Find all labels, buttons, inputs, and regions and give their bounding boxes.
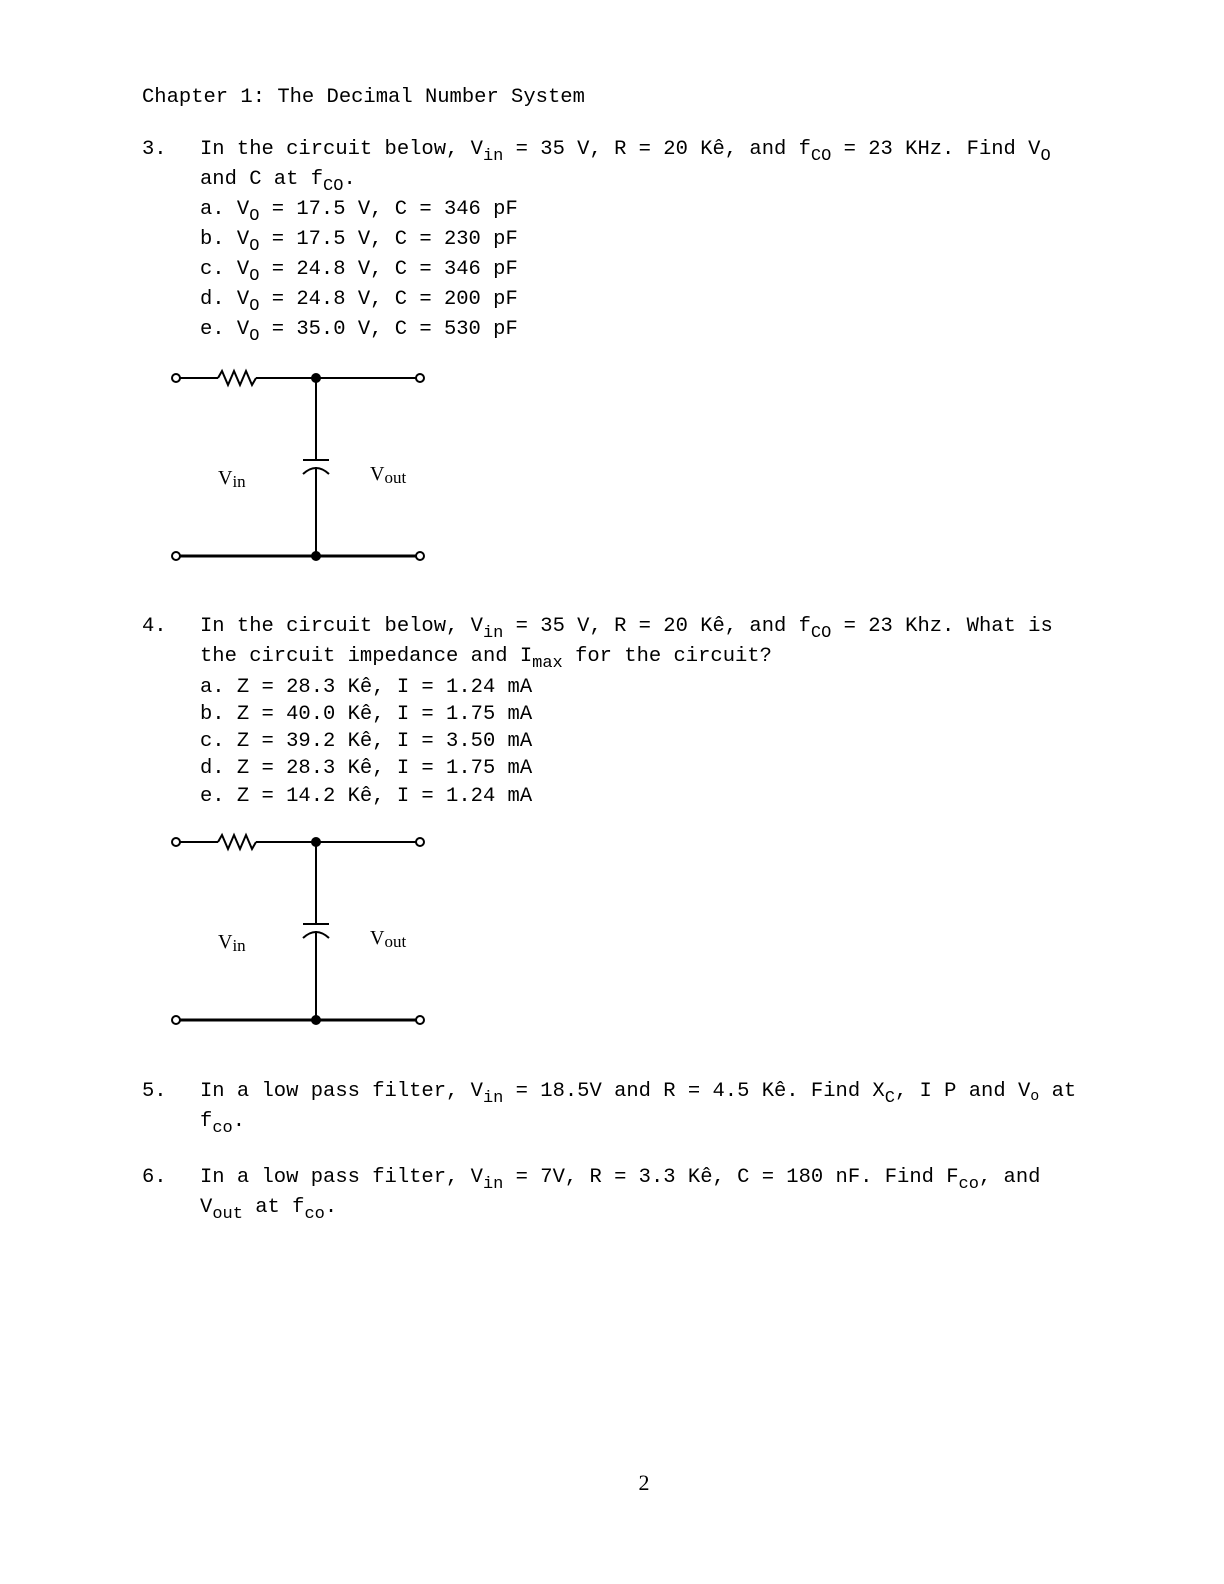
output-terminal-top <box>416 838 424 846</box>
output-terminal-bottom <box>416 552 424 560</box>
vout-label: Vout <box>370 463 407 487</box>
junction-dot <box>311 837 321 847</box>
input-terminal-bottom <box>172 552 180 560</box>
question-text-line-1: In a low pass filter, $V_{in} = 7V$, R = 3.3 Kê, C = 180 nF. Find $F_{co}$, and <box>200 1166 1041 1194</box>
question-text-line-2: $f_{co}$. <box>200 1110 246 1138</box>
output-terminal-top <box>416 374 424 382</box>
question-text-line-2: $V_{out}$ at $f_{co}$. <box>200 1196 338 1224</box>
answer-option: c. Z = 39.2 Kê, I = 3.50 mA <box>200 730 533 753</box>
answer-option: b. Z = 40.0 Kê, I = 1.75 mA <box>200 703 533 726</box>
question-number: 5. <box>142 1080 167 1103</box>
answer-option: e. $V_O = 35.0$ V, C = 530 pF <box>200 318 518 346</box>
vin-label: Vin <box>218 931 246 955</box>
answer-option: a. $V_O = 17.5$ V, C = 346 pF <box>200 198 518 226</box>
question-text-line-2: the circuit impedance and $I_{max}$ for the circuit? <box>200 645 772 673</box>
resistor-symbol <box>218 371 256 385</box>
chapter-header: Chapter 1: The Decimal Number System <box>142 86 585 109</box>
question-text-line-1: In the circuit below, $V_{in} = 35$ V, R = 20 Kê, and $f_{CO} = 23$ KHz. Find $V_O$ <box>200 138 1051 166</box>
rc-low-pass-circuit-diagram <box>160 360 440 570</box>
answer-option: d. Z = 28.3 Kê, I = 1.75 mA <box>200 757 533 780</box>
junction-dot <box>311 1015 321 1025</box>
answer-option: a. Z = 28.3 Kê, I = 1.24 mA <box>200 676 533 699</box>
page-number: 2 <box>638 1470 650 1495</box>
answer-option: d. $V_O = 24.8$ V, C = 200 pF <box>200 288 518 316</box>
question-text-line-2: and C at $f_{CO}$. <box>200 168 356 196</box>
question-number: 4. <box>142 615 167 638</box>
answer-option: e. Z = 14.2 Kê, I = 1.24 mA <box>200 785 533 808</box>
question-number: 6. <box>142 1166 167 1189</box>
input-terminal-bottom <box>172 1016 180 1024</box>
resistor-symbol <box>218 835 256 849</box>
junction-dot <box>311 551 321 561</box>
vout-label: Vout <box>370 927 407 951</box>
answer-option: b. $V_O = 17.5$ V, C = 230 pF <box>200 228 518 256</box>
question-number: 3. <box>142 138 167 161</box>
rc-low-pass-circuit-diagram <box>160 824 440 1034</box>
answer-option: c. $V_O = 24.8$ V, C = 346 pF <box>200 258 518 286</box>
output-terminal-bottom <box>416 1016 424 1024</box>
vin-label: Vin <box>218 467 246 491</box>
input-terminal-top <box>172 374 180 382</box>
input-terminal-top <box>172 838 180 846</box>
question-text-line-1: In the circuit below, $V_{in} = 35$ V, R = 20 Kê, and $f_{CO} = 23$ Khz. What is <box>200 615 1053 643</box>
junction-dot <box>311 373 321 383</box>
question-text-line-1: In a low pass filter, $V_{in} = 18.5V$ and R = 4.5 Kê. Find $X_C$, I P and Vo at <box>200 1080 1077 1108</box>
